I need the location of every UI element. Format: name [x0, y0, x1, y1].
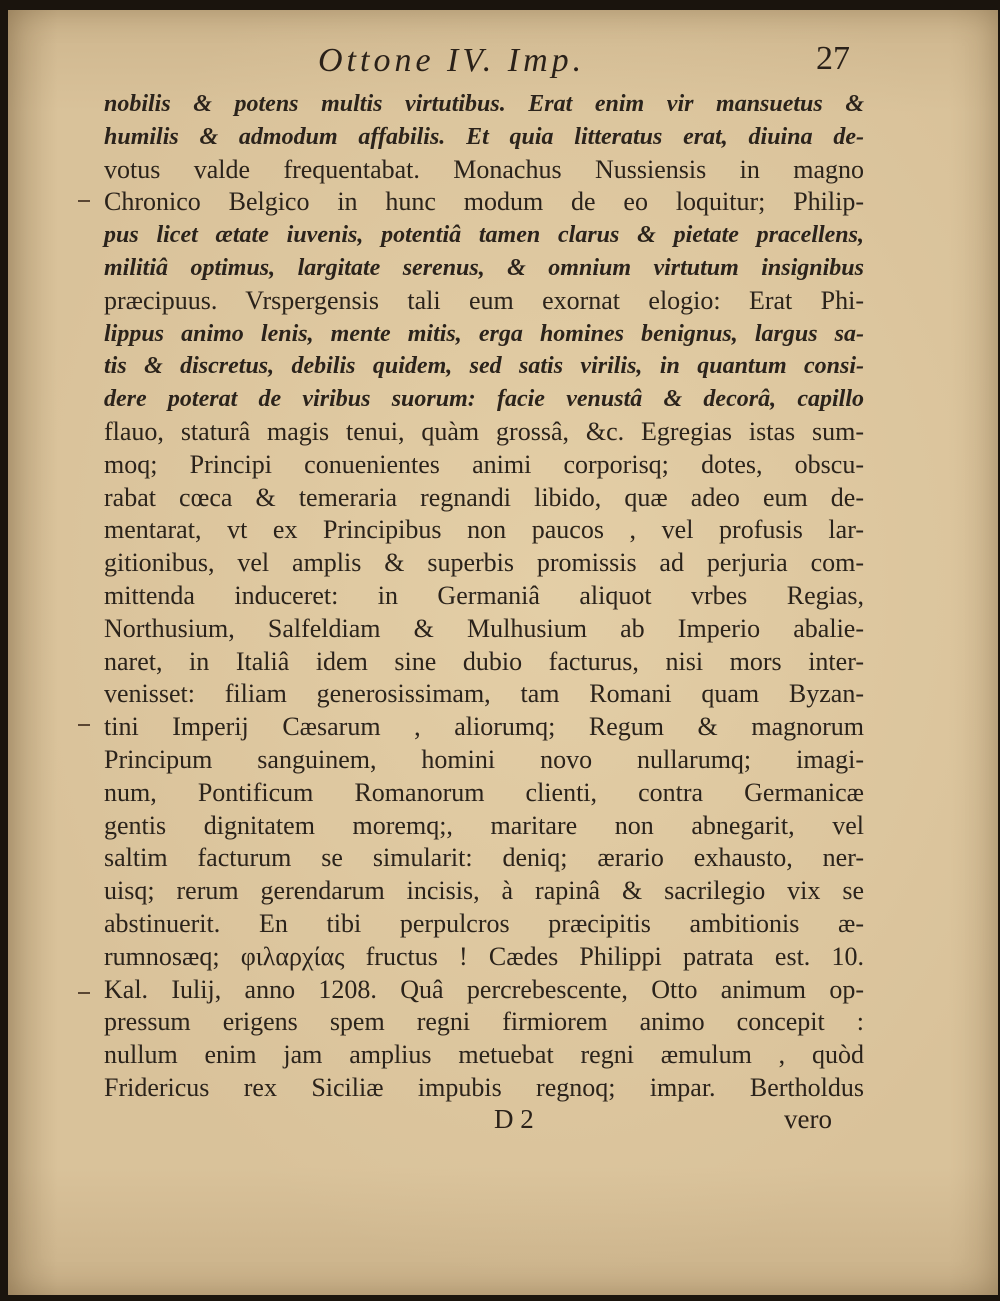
- text-line: mittenda induceret: in Germaniâ aliquot vrbes Regias,: [104, 580, 864, 610]
- catchword: vero: [784, 1104, 832, 1134]
- page-number: 27: [816, 40, 850, 77]
- text-line: Fridericus rex Siciliæ impubis regnoq; impar. Bertholdus: [104, 1072, 864, 1102]
- text-line: venisset: filiam generosissimam, tam Romani quam Byzan-: [104, 679, 864, 709]
- book-page: [8, 10, 998, 1295]
- page-header: [8, 38, 998, 88]
- text-line: pressum erigens spem regni firmiorem animo concepit :: [104, 1007, 864, 1037]
- text-line: nullum enim jam amplius metuebat regni æmulum , quòd: [104, 1040, 864, 1070]
- margin-mark: [78, 992, 90, 994]
- text-line: Northusium, Salfeldiam & Mulhusium ab Imperio abalie-: [104, 613, 864, 643]
- text-line: flauo, staturâ magis tenui, quàm grossâ, &c. Egregias istas sum-: [104, 416, 864, 446]
- text-line: num, Pontificum Romanorum clienti, contra Germanicæ: [104, 777, 864, 807]
- text-line: abstinuerit. En tibi perpulcros præcipitis ambitionis æ-: [104, 908, 864, 938]
- text-line: rabat cœca & temeraria regnandi libido, quæ adeo eum de-: [104, 482, 864, 512]
- text-line: Chronico Belgico in hunc modum de eo loquitur; Philip-: [104, 187, 864, 217]
- text-line: votus valde frequentabat. Monachus Nussiensis in magno: [104, 154, 864, 184]
- text-line: pus licet ætate iuvenis, potentiâ tamen clarus & pietate pracellens,: [104, 222, 864, 249]
- body-text: [104, 88, 864, 1105]
- signature-mark: D 2: [494, 1104, 534, 1134]
- running-head: Ottone IV. Imp.: [318, 42, 586, 79]
- text-line: saltim facturum se simularit: deniq; ærario exhausto, ner-: [104, 843, 864, 873]
- text-line: mentarat, vt ex Principibus non paucos , vel profusis lar-: [104, 515, 864, 545]
- text-line: humilis & admodum affabilis. Et quia litteratus erat, diuina de-: [104, 123, 864, 150]
- text-line: gitionibus, vel amplis & superbis promissis ad perjuria com-: [104, 548, 864, 578]
- page-footer: [8, 1104, 998, 1140]
- text-line: uisq; rerum gerendarum incisis, à rapinâ & sacrilegio vix se: [104, 876, 864, 906]
- margin-mark: [78, 724, 90, 726]
- text-line: rumnosæq; φιλαρχίας fructus ! Cædes Philippi patrata est. 10.: [104, 941, 864, 971]
- text-line: dere poterat de viribus suorum: facie venustâ & decorâ, capillo: [104, 386, 864, 413]
- text-line: gentis dignitatem moremq;, maritare non abnegarit, vel: [104, 810, 864, 840]
- text-line: tini Imperij Cæsarum , aliorumq; Regum & magnorum: [104, 712, 864, 742]
- text-line: naret, in Italiâ idem sine dubio facturus, nisi mors inter-: [104, 646, 864, 676]
- margin-mark: [78, 200, 90, 202]
- text-line: lippus animo lenis, mente mitis, erga homines benignus, largus sa-: [104, 320, 864, 347]
- text-line: præcipuus. Vrspergensis tali eum exornat elogio: Erat Phi-: [104, 285, 864, 315]
- text-line: militiâ optimus, largitate serenus, & omnium virtutum insignibus: [104, 254, 864, 281]
- text-line: Kal. Iulij, anno 1208. Quâ percrebescente, Otto animum op-: [104, 974, 864, 1004]
- text-line: moq; Principi conuenientes animi corporisq; dotes, obscu-: [104, 449, 864, 479]
- text-line: tis & discretus, debilis quidem, sed satis virilis, in quantum consi-: [104, 353, 864, 380]
- text-line: nobilis & potens multis virtutibus. Erat enim vir mansuetus &: [104, 91, 864, 117]
- text-line: Principum sanguinem, homini novo nullarumq; imagi-: [104, 744, 864, 774]
